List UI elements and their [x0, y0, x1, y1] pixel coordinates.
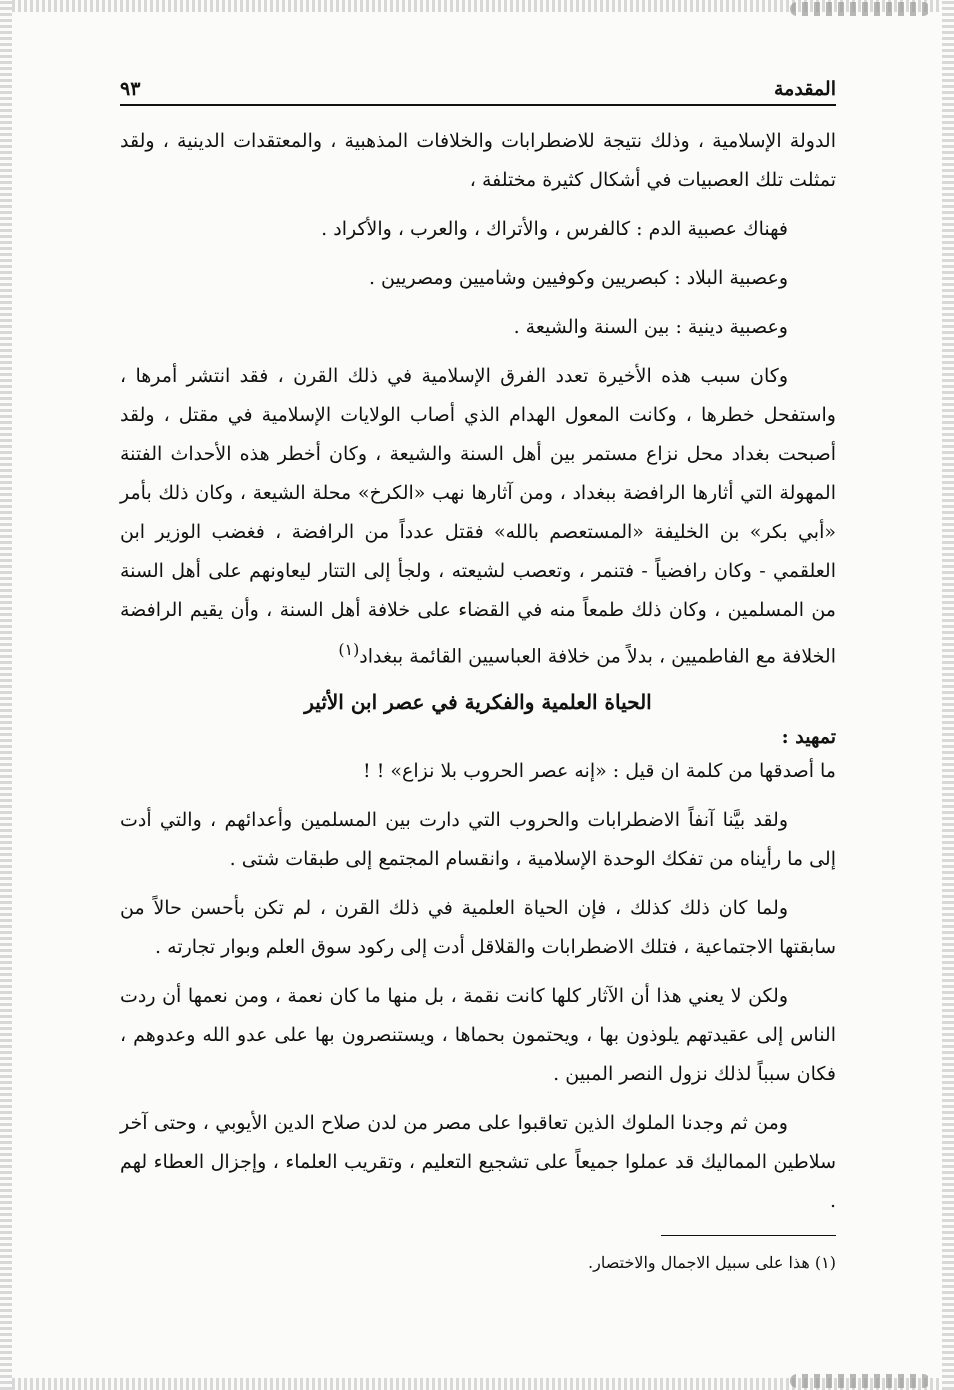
footnote: (١) هذا على سبيل الاجمال والاختصار. [588, 1253, 836, 1273]
paragraph-4: ولما كان ذلك كذلك ، فإن الحياة العلمية في ذلك القرن ، لم تكن بأحسن حالاً من سابقتها الاجتماعية ، فتلك الاضطرابات والقلاقل أدت إلى ركود سوق العلم وبوار تجارته . [120, 897, 836, 959]
subheading: تمهيد : [781, 726, 836, 749]
running-header [120, 70, 836, 106]
list-item: وعصبية البلاد : كبصريين وكوفيين وشاميين ومصريين . [368, 267, 788, 289]
page-content [120, 122, 836, 1276]
paragraph-2-text: وكان سبب هذه الأخيرة تعدد الفرق الإسلامية في ذلك القرن ، فقد انتشر أمرها ، واستفحل خطرها ، وكانت المعول الهدام الذي أصاب الولايات الإسلامية في مقتل ، ولقد أصبحت بغداد محل نزاع مستمر بين أهل السنة والشيعة ، وكان أخطر هذه الأحداث الفتنة المهولة التي أثارها الرافضة ببغداد ، ومن آثارها نهب «الكرخ» محلة الشيعة ، وكان ذلك بأمر «أبي بكر» بن الخليفة «المستعصم بالله» فقتل عدداً من الرافضة ، فغضب الوزير ابن العلقمي - وكان رافضياً - فتنمر ، وتعصب لشيعته ، ولجأ إلى التتار ليعاونهم على أهل السنة من المسلمين ، وكان ذلك طمعاً منه في القضاء على خلافة أهل السنة ، وأن يقيم الرافضة الخلافة مع الفاطميين ، بدلاً من خلافة العباسيين القائمة ببغداد [120, 365, 836, 668]
paragraph-2 [120, 357, 836, 676]
paragraph-6: ومن ثم وجدنا الملوك الذين تعاقبوا على مصر من لدن صلاح الدين الأيوبي ، وحتى آخر سلاطين المماليك قد عملوا جميعاً على تشجيع التعليم ، وتقريب العلماء ، وإجزال العطاء لهم . [120, 1112, 836, 1213]
page [120, 70, 836, 1350]
ornament-bottom [790, 1374, 930, 1388]
page-border-right [942, 0, 954, 1390]
header-title: المقدمة [773, 78, 836, 100]
quote: ما أصدقها من كلمة ان قيل : «إنه عصر الحروب بلا نزاع» ! ! [363, 760, 836, 783]
paragraph-1: الدولة الإسلامية ، وذلك نتيجة للاضطرابات والخلافات المذهبية ، والمعتقدات الدينية ، ولقد تمثلت تلك العصبيات في أشكال كثيرة مختلفة ، [120, 130, 836, 191]
ornament-top [790, 2, 930, 16]
page-border-left [0, 0, 12, 1390]
section-title: الحياة العلمية والفكرية في عصر ابن الأثير [304, 690, 652, 715]
paragraph-3: ولقد بيَّنا آنفاً الاضطرابات والحروب التي دارت بين المسلمين وأعدائهم ، والتي أدت إلى ما رأيناه من تفكك الوحدة الإسلامية ، وانقسام المجتمع إلى طبقات شتى . [120, 809, 836, 871]
list-item: فهناك عصبية الدم : كالفرس ، والأتراك ، والعرب ، والأكراد . [321, 218, 788, 240]
footnote-reference: (١) [338, 640, 360, 659]
page-number: ٩٣ [120, 78, 141, 100]
list-item: وعصبية دينية : بين السنة والشيعة . [513, 316, 788, 338]
footnote-separator [661, 1235, 836, 1236]
asabiyya-list [120, 210, 836, 347]
paragraph-5: ولكن لا يعني هذا أن الآثار كلها كانت نقمة ، بل منها ما كان نعمة ، ومن نعمها أن ردت الناس إلى عقيدتهم يلوذون بها ، ويحتمون بحماها ، ويستنصرون بها على عدو الله وعدوهم ، فكان سبباً لذلك نزول النصر المبين . [120, 985, 836, 1086]
